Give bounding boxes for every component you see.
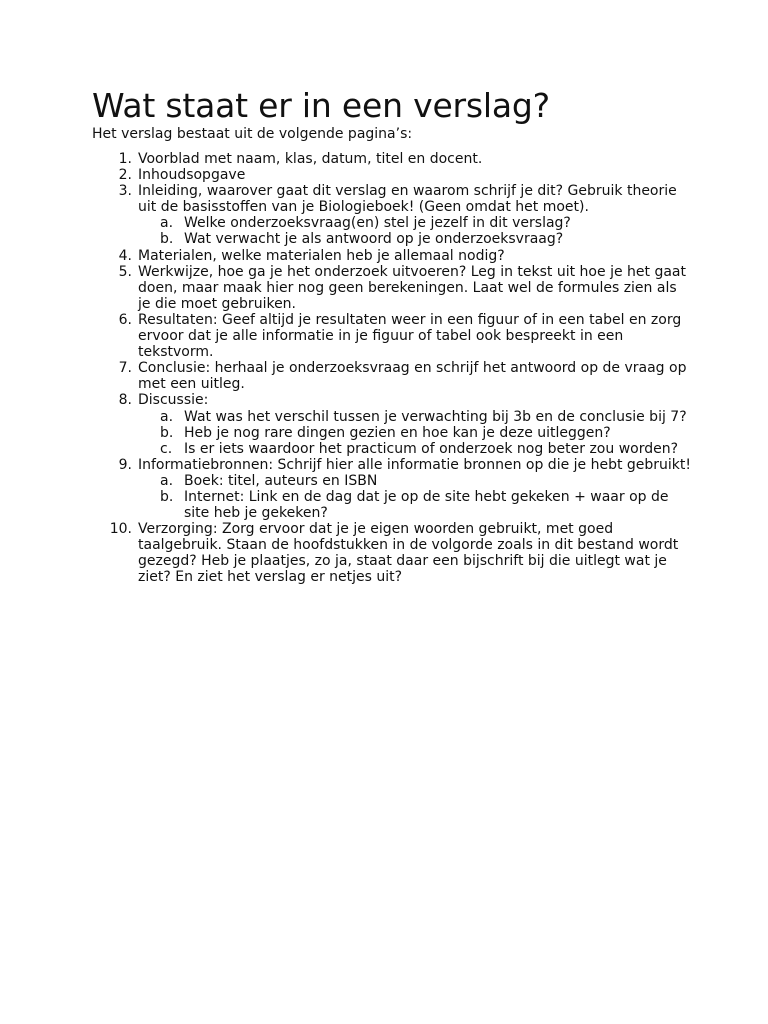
sub-list-item-letter: a.: [160, 215, 174, 232]
sub-list-item-text: Boek: titel, auteurs en ISBN: [184, 472, 378, 489]
list-item-number: 1.: [118, 151, 132, 167]
sub-list-item-letter: a.: [160, 408, 174, 425]
list-item-number: 6.: [118, 311, 132, 328]
sub-list-item: [138, 409, 692, 425]
list-item-number: 3.: [118, 183, 132, 200]
list-item: [92, 151, 692, 167]
sub-list-item-letter: c.: [160, 440, 173, 457]
sub-list: [138, 215, 692, 247]
list-item-number: 2.: [118, 167, 132, 184]
sub-list-item: [138, 215, 692, 231]
list-item-number: 4.: [118, 247, 132, 264]
list-item: [92, 264, 692, 312]
sub-list-item-text: Wat was het verschil tussen je verwachting bij 3b en de conclusie bij 7?: [184, 408, 687, 425]
sub-list-item: [138, 231, 692, 247]
list-item-number: 8.: [118, 392, 132, 409]
list-item-number: 5.: [118, 263, 132, 280]
sub-list-item-text: Wat verwacht je als antwoord op je onderzoeksvraag?: [184, 231, 564, 248]
intro-text: Het verslag bestaat uit de volgende pagina’s:: [92, 126, 413, 142]
list-item: [92, 360, 692, 392]
sub-list-item: [138, 489, 692, 521]
sub-list-item-letter: b.: [160, 231, 174, 248]
sub-list-item-text: Heb je nog rare dingen gezien en hoe kan je deze uitleggen?: [184, 424, 611, 441]
sub-list-item-letter: b.: [160, 424, 174, 441]
list-item: [92, 521, 692, 585]
sub-list-item: [138, 441, 692, 457]
numbered-list: [92, 151, 692, 586]
sub-list-item-letter: b.: [160, 488, 174, 505]
list-item: [92, 183, 692, 247]
list-item-number: 9.: [118, 456, 132, 473]
list-item-text: Resultaten: Geef altijd je resultaten weer in een figuur of in een tabel en zorg ervoor dat je alle informatie in je figuur of tabel ook bespreekt in een tekstvorm.: [138, 311, 682, 361]
list-item: [92, 248, 692, 264]
document-page: [92, 86, 692, 586]
list-item: [92, 457, 692, 521]
sub-list-item: [138, 473, 692, 489]
list-item-text: Materialen, welke materialen heb je allemaal nodig?: [138, 247, 505, 264]
list-item: [92, 167, 692, 183]
list-item: [92, 392, 692, 456]
list-item-text: Inleiding, waarover gaat dit verslag en waarom schrijf je dit? Gebruik theorie uit de basisstoffen van je Biologieboek! (Geen omdat het moet).: [138, 183, 677, 216]
list-item-text: Voorblad met naam, klas, datum, titel en docent.: [138, 151, 483, 167]
page-title: Wat staat er in een verslag?: [92, 86, 550, 125]
sub-list-item: [138, 425, 692, 441]
list-item-text: Discussie:: [138, 392, 209, 409]
list-item-text: Inhoudsopgave: [138, 167, 246, 184]
list-item-text: Werkwijze, hoe ga je het onderzoek uitvoeren? Leg in tekst uit hoe je het gaat doen, maar maak hier nog geen berekeningen. Laat wel de formules zien als je die moet gebruiken.: [138, 263, 686, 312]
list-item-text: Informatiebronnen: Schrijf hier alle informatie bronnen op die je hebt gebruikt!: [138, 456, 692, 473]
list-item: [92, 312, 692, 360]
sub-list: [138, 409, 692, 457]
sub-list-item-letter: a.: [160, 472, 174, 489]
sub-list-item-text: Internet: Link en de dag dat je op de site hebt gekeken + waar op de site heb je gekeken?: [184, 488, 669, 522]
list-item-text: Verzorging: Zorg ervoor dat je je eigen woorden gebruikt, met goed taalgebruik. Staan de hoofdstukken in de volgorde zoals in dit bestand wordt gezegd? Heb je plaatjes, zo ja, staat daar een bijschrift bij die uitlegt wat je ziet? En ziet het verslag er netjes uit?: [138, 521, 679, 586]
list-item-number: 10.: [109, 521, 132, 538]
list-item-number: 7.: [118, 360, 132, 377]
sub-list: [138, 473, 692, 521]
sub-list-item-text: Welke onderzoeksvraag(en) stel je jezelf in dit verslag?: [184, 215, 571, 232]
sub-list-item-text: Is er iets waardoor het practicum of onderzoek nog beter zou worden?: [184, 440, 679, 457]
list-item-text: Conclusie: herhaal je onderzoeksvraag en schrijf het antwoord op de vraag op met een uitleg.: [138, 360, 687, 393]
